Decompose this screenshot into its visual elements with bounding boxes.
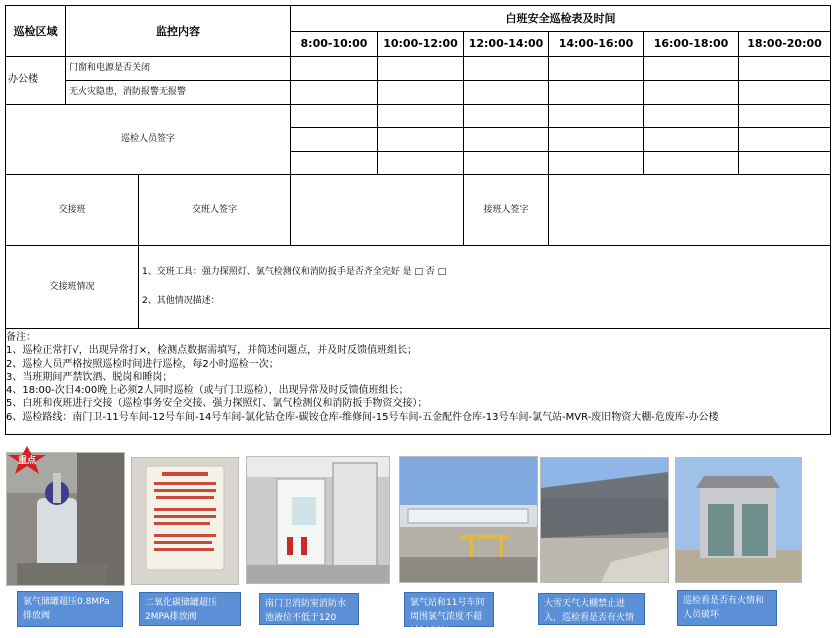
note-item: 4、18:00-次日4:00晚上必须2人同时巡检（或与门卫巡检），出现异常及时反馈值班组长； <box>6 385 409 397</box>
grid-line <box>5 328 831 329</box>
grid-line <box>5 174 831 175</box>
note-item: 3、当班期间严禁饮酒、脱岗和睡岗； <box>6 371 173 383</box>
time-slot-3: 12:00-14:00 <box>468 37 544 50</box>
grid-line <box>65 80 831 81</box>
handover-status-item: 2、其他情况描述： <box>142 296 220 306</box>
note-item: 5、白班和夜班进行交接（巡检事务安全交接、强力探照灯、氯气检测仪和消防扳手物资交接）； <box>6 398 428 410</box>
grid-line <box>738 31 739 174</box>
receiver-sign-label: 接班人签字 <box>483 205 529 215</box>
grid-line <box>5 104 831 105</box>
grid-line <box>377 31 378 174</box>
photo-caption: 二氧化碳储罐超压2MPA排放阀 <box>139 592 241 626</box>
photo-caption: 氯气站和11号车间周围氯气浓度不超过30PPM <box>404 592 494 627</box>
photo-caption: 巡检看是否有火情和人员破坏 <box>677 590 777 626</box>
note-item: 6、巡检路线：南门卫-11号车间-12号车间-14号车间-氯化钴仓库-碳铵仓库-维修间-15号车间-五金配件仓库-13号车间-氯气站-MVR-废旧物资大棚-危废库-办公楼 <box>6 411 719 423</box>
note-item: 1、巡检正常打√，出现异常打×，检测点数据需填写，并简述问题点，并及时反馈值班组长； <box>6 345 418 357</box>
stamp-label: 重点 <box>17 456 36 466</box>
photo-chlorine-station <box>399 456 538 583</box>
time-slot-4: 14:00-16:00 <box>558 37 634 50</box>
check-item: 无火灾隐患，消防报警无报警 <box>69 87 187 97</box>
grid-line <box>548 31 549 245</box>
inspector-sign-label: 巡检人员签字 <box>120 134 175 144</box>
time-slot-5: 16:00-18:00 <box>653 37 729 50</box>
grid-line <box>5 5 831 6</box>
grid-line <box>138 174 139 328</box>
check-item: 门窗和电源是否关闭 <box>69 63 151 73</box>
time-slot-6: 18:00-20:00 <box>747 37 822 50</box>
photo-caption: 南门卫消防室消防水池液位不低于120 <box>259 593 359 625</box>
note-item: 2、巡检人员严格按照巡检时间进行巡检，每2小时巡检一次； <box>6 358 279 370</box>
photo-fire-room <box>246 456 390 584</box>
grid-line <box>65 5 66 104</box>
area-office: 办公楼 <box>8 74 38 85</box>
grid-line <box>830 5 831 435</box>
col-content-header: 监控内容 <box>156 25 200 38</box>
grid-line <box>5 434 831 435</box>
grid-line <box>643 31 644 174</box>
grid-line <box>290 127 831 128</box>
handover-sign-label: 交班人签字 <box>191 205 237 215</box>
schedule-header: 白班安全巡检表及时间 <box>505 12 616 25</box>
time-slot-1: 8:00-10:00 <box>300 37 368 50</box>
notes-title: 备注： <box>6 332 36 343</box>
grid-line <box>5 245 831 246</box>
photo-caption: 大雪天气大棚禁止进入，巡检看是否有火情 <box>538 593 645 625</box>
col-area-header: 巡检区域 <box>13 25 58 38</box>
photo-caption: 氯气储罐超压0.8MPa排放阀 <box>17 591 123 627</box>
time-slot-2: 10:00-12:00 <box>383 37 458 50</box>
grid-line <box>290 151 831 152</box>
photo-substation <box>675 457 802 583</box>
notes-block <box>6 331 719 424</box>
handover-label: 交接班 <box>58 205 86 215</box>
photo-shed <box>540 457 669 583</box>
handover-status-label: 交接班情况 <box>49 282 95 292</box>
handover-status-item: 1、交班工具：强力探照灯、氯气检测仪和消防扳手是否齐全完好 是 □ 否 □ <box>142 267 447 277</box>
grid-line <box>290 31 831 32</box>
grid-line <box>5 56 831 57</box>
photo-co2-valve <box>131 457 239 585</box>
